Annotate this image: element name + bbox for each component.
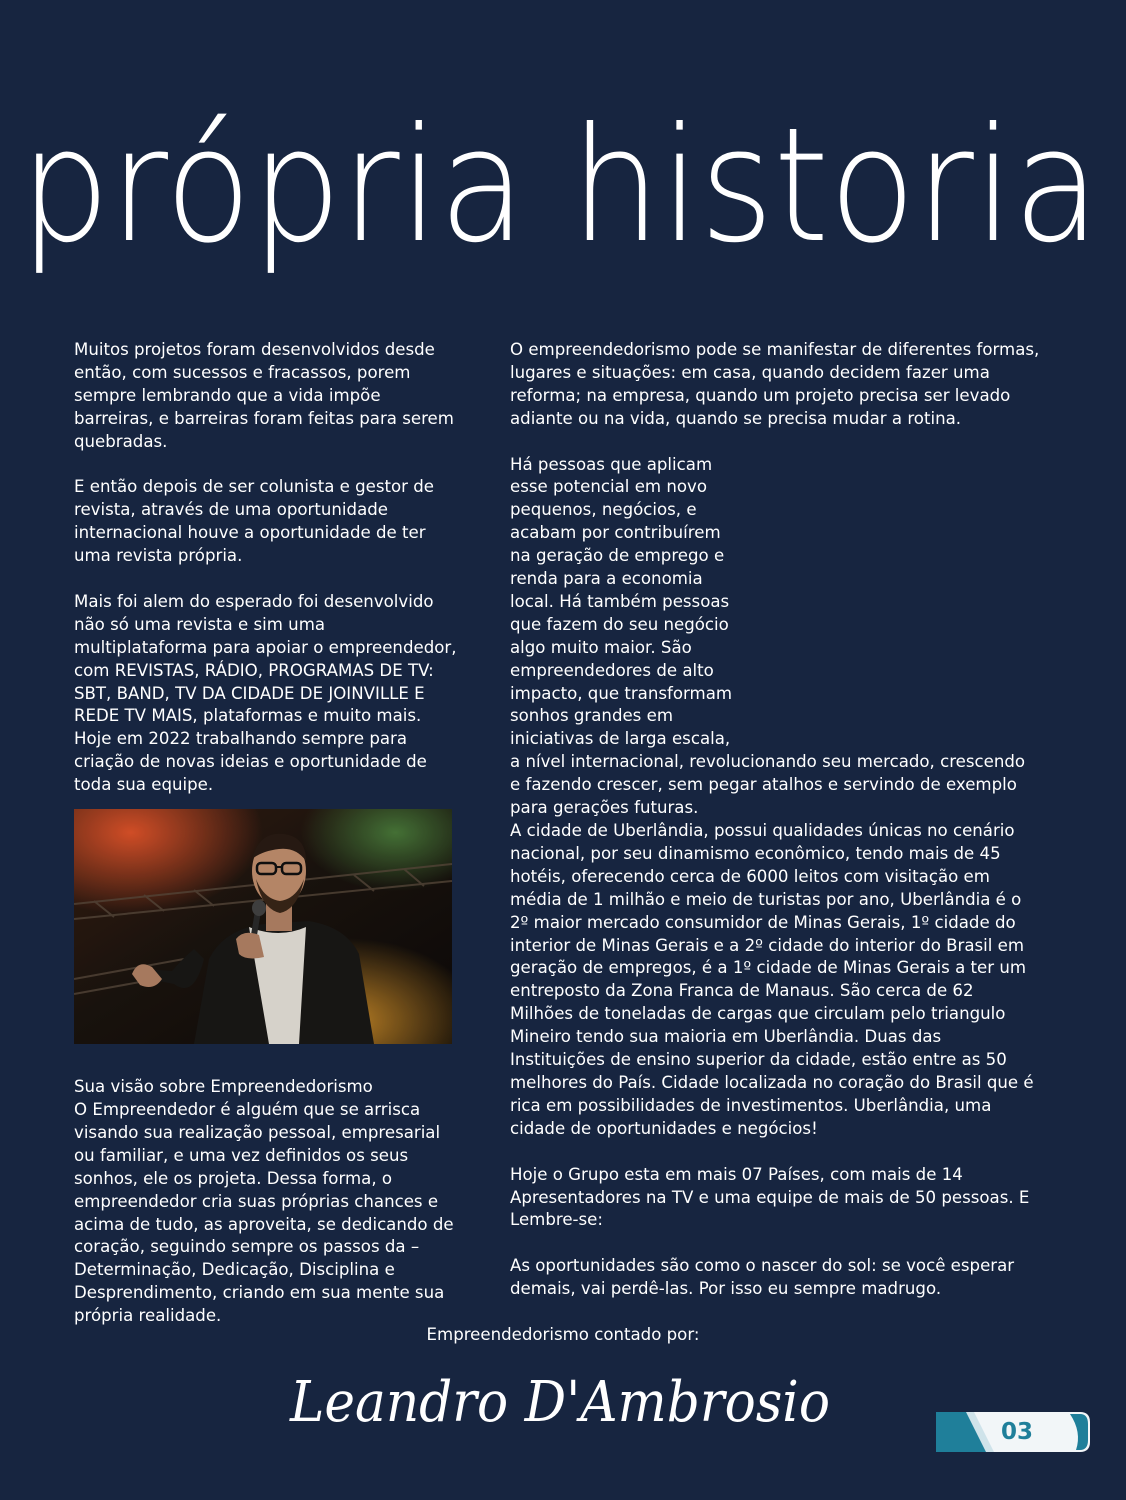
- author-signature-text: Leandro D'Ambrosio: [289, 1370, 830, 1435]
- magazine-paragraph: E então depois de ser colunista e gestor de revista, através de uma oportunidade internacional houve a oportunidade de ter uma revista própria.: [74, 477, 435, 566]
- multiplatform-paragraph: Mais foi alem do esperado foi desenvolvido não só uma revista e sim uma multiplataforma para apoiar o empreendedor, com REVISTAS, RÁDIO, PROGRAMAS DE TV: SBT, BAND, TV DA CIDADE DE JOINVILLE E REDE TV MAIS, plataformas e muito mais.: [74, 591, 457, 726]
- vision-paragraph: O Empreendedor é alguém que se arrisca visando sua realização pessoal, empresarial ou familiar, e uma vez definidos os seus sonhos, ele os projeta. Dessa forma, o empreendedor cria suas próprias chances e acima de tudo, as aproveita, se dedicando de coração, seguindo sempre os passos da – Determinação, Dedicação, Disciplina e Desprendimento, criando em sua mente sua própria realidade.: [74, 1100, 454, 1326]
- intro-paragraph: Muitos projetos foram desenvolvidos desde então, com sucessos e fracassos, porem sempre lembrando que a vida impõe barreiras, e barreiras foram feitas para serem quebradas.: [74, 340, 454, 451]
- group-paragraph: Hoje o Grupo esta em mais 07 Países, com mais de 14 Apresentadores na TV e uma equipe de mais de 50 pessoas. E Lembre-se:: [510, 1164, 1030, 1230]
- page-title-lettering: [20, 88, 1110, 328]
- page-number: 03: [1000, 1419, 1033, 1445]
- speaker-photo: [74, 809, 452, 1044]
- uberlandia-paragraph: A cidade de Uberlândia, possui qualidades únicas no cenário nacional, por seu dinamismo econômico, tendo mais de 45 hotéis, oferecendo cerca de 6000 leitos com visitação em média de 1 milhão e meio de turistas por ano, Uberlândia é o 2º maior mercado consumidor de Minas Gerais, 1º cidade do interior de Minas Gerais e a 2º cidade do interior do Brasil em geração de empregos, é a 1º cidade de Minas Gerais a ter um entreposto da Zona Franca de Manaus. São cerca de 62 Milhões de toneladas de cargas que circulam pelo triangulo Mineiro tendo sua maioria em Uberlândia. Duas das Instituições de ensino superior da cidade, estão entre as 50 melhores do País. Cidade localizada no coração do Brasil que é rica em possibilidades de investimentos. Uberlândia, uma cidade de oportunidades e negócios!: [510, 821, 1034, 1138]
- left-column: [74, 339, 458, 1328]
- vision-heading: Sua visão sobre Empreendedorismo: [74, 1077, 373, 1097]
- people-paragraph-wide: a nível internacional, revolucionando seu mercado, crescendo e fazendo crescer, sem pegar atalhos e servindo de exemplo para gerações futuras.: [510, 752, 1026, 818]
- quote-paragraph: As oportunidades são como o nascer do sol: se você esperar demais, vai perdê-las. Por isso eu sempre madrugo.: [510, 1256, 1015, 1299]
- today-paragraph: Hoje em 2022 trabalhando sempre para criação de novas ideias e oportunidade de toda sua equipe.: [74, 729, 427, 795]
- page-title: [20, 88, 1110, 328]
- credit-label: Empreendedorismo contado por:: [426, 1325, 700, 1344]
- people-paragraph-narrow: Há pessoas que aplicam esse potencial em novo pequenos, negócios, e acabam por contribuírem na geração de emprego e renda para a economia local. Há também pessoas que fazem do seu negócio algo muito maior. São empreendedores de alto impacto, que transformam sonhos grandes em iniciativas de larga escala,: [510, 454, 733, 749]
- right-column: [510, 339, 1040, 1301]
- page-title-text: própria historia: [20, 94, 1100, 278]
- author-signature: [280, 1355, 840, 1455]
- entrepreneurship-paragraph: O empreendedorismo pode se manifestar de diferentes formas, lugares e situações: em casa, quando decidem fazer uma reforma; na empresa, quando um projeto precisa ser levado adiante ou na vida, quando se precisa mudar a rotina.: [510, 340, 1040, 428]
